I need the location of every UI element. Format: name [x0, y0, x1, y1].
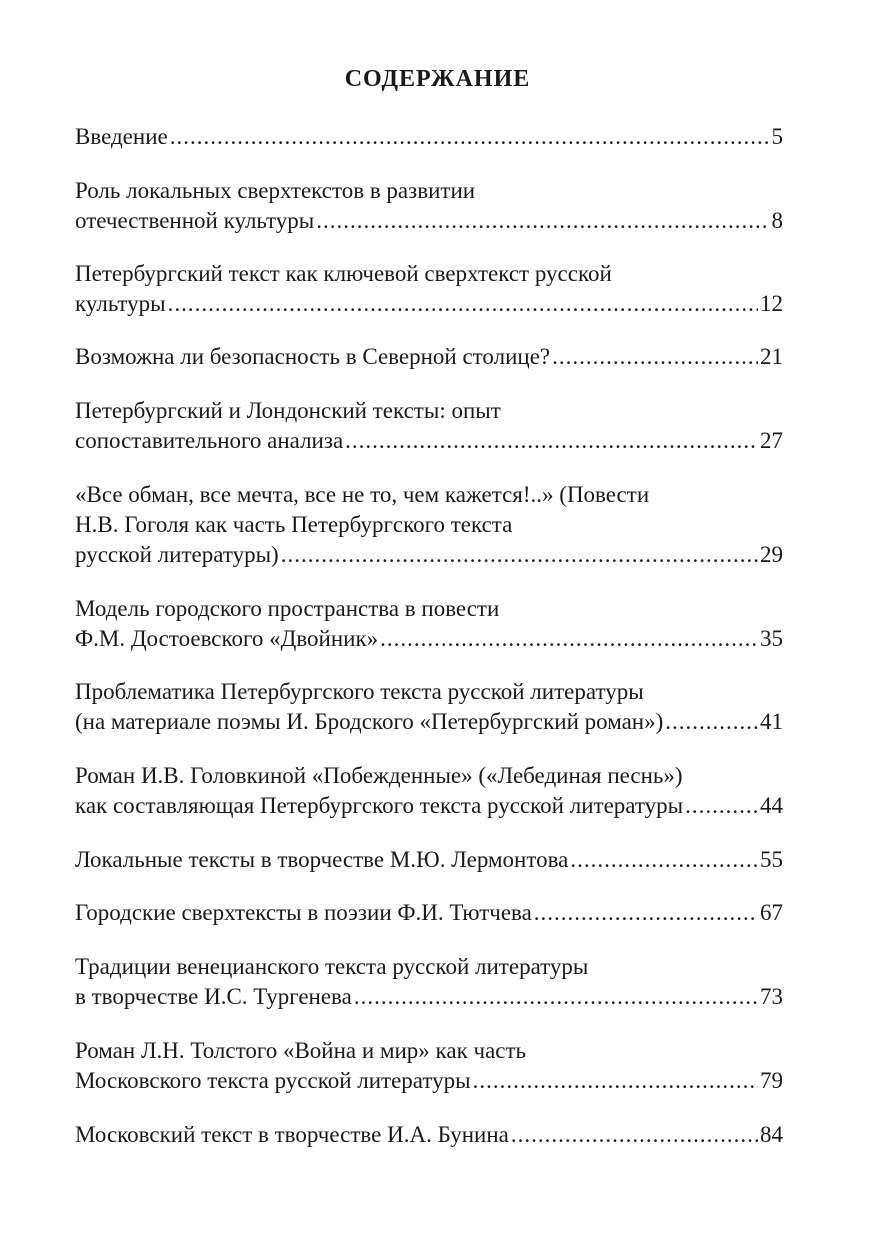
toc-entry-title: как составляющая Петербургского текста русской литературы — [75, 793, 684, 818]
toc-entry-title: Традиции венецианского текста русской литературы — [75, 954, 589, 979]
toc-entry[interactable] — [75, 1036, 783, 1096]
toc-page-number: 35 — [760, 626, 783, 651]
toc-entry-title: Городские сверхтексты в поэзии Ф.И. Тютчева — [75, 900, 532, 925]
toc-entry[interactable] — [75, 396, 783, 456]
toc-entry-title: Ф.М. Достоевского «Двойник» — [75, 626, 379, 651]
dot-leader — [534, 898, 758, 928]
toc-page-number: 8 — [771, 208, 783, 233]
toc-entry-title: сопоставительного анализа — [75, 428, 344, 453]
toc-page-number: 29 — [760, 542, 783, 567]
toc-entry[interactable] — [75, 176, 783, 236]
toc-page-number: 21 — [760, 344, 783, 369]
toc-entry[interactable] — [75, 761, 783, 821]
toc-entry-title: Проблематика Петербургского текста русской литературы — [75, 679, 644, 704]
toc-entry-title: Роман Л.Н. Толстого «Война и мир» как часть — [75, 1038, 527, 1063]
toc-entry-title: Роль локальных сверхтекстов в развитии — [75, 178, 476, 203]
toc-entry[interactable] — [75, 952, 783, 1012]
toc-page-number: 73 — [760, 984, 783, 1009]
toc-page-number: 27 — [760, 428, 783, 453]
toc-entry[interactable] — [75, 342, 783, 372]
toc-entry[interactable] — [75, 122, 783, 152]
dot-leader — [570, 845, 758, 875]
toc-entry-title: Московского текста русской литературы — [75, 1068, 471, 1093]
toc-entry-title: Роман И.В. Головкиной «Побежденные» («Лебединая песнь») — [75, 763, 683, 788]
dot-leader — [281, 540, 758, 570]
toc-entry[interactable] — [75, 594, 783, 654]
page-title: СОДЕРЖАНИЕ — [344, 66, 531, 92]
toc-entry[interactable] — [75, 898, 783, 928]
toc-page-number: 79 — [760, 1068, 783, 1093]
toc-entry[interactable] — [75, 845, 783, 875]
toc-entry-title: Н.В. Гоголя как часть Петербургского текста — [75, 512, 513, 537]
toc-entry-title: Локальные тексты в творчестве М.Ю. Лермонтова — [75, 847, 569, 872]
dot-leader — [685, 791, 758, 821]
dot-leader — [511, 1120, 758, 1150]
toc-page-number: 67 — [760, 900, 783, 925]
toc-entry-title: Петербургский и Лондонский тексты: опыт — [75, 398, 501, 423]
toc-entry[interactable] — [75, 677, 783, 737]
dot-leader — [354, 982, 758, 1012]
toc-page-number: 55 — [760, 847, 783, 872]
dot-leader — [380, 624, 758, 654]
toc-entry-title: отечественной культуры — [75, 208, 315, 233]
dot-leader — [170, 122, 770, 152]
dot-leader — [316, 206, 769, 236]
dot-leader — [345, 426, 758, 456]
dot-leader — [168, 289, 758, 319]
dot-leader — [665, 707, 758, 737]
dot-leader — [473, 1066, 758, 1096]
toc-entry-title: (на материале поэмы И. Бродского «Петербургский роман») — [75, 709, 664, 734]
toc-page-number: 44 — [760, 793, 783, 818]
toc-page-number: 84 — [760, 1122, 783, 1147]
toc-entry[interactable] — [75, 480, 783, 570]
toc-entry-title: русской литературы) — [75, 542, 279, 567]
toc-entry-title: Введение — [75, 124, 168, 149]
toc-page-number: 5 — [771, 124, 783, 149]
toc-entry[interactable] — [75, 259, 783, 319]
toc-page-number: 12 — [760, 291, 783, 316]
toc-entry-title: Возможна ли безопасность в Северной столице? — [75, 344, 551, 369]
toc-entry-title: в творчестве И.С. Тургенева — [75, 984, 352, 1009]
toc-page-number: 41 — [760, 709, 783, 734]
dot-leader — [552, 342, 758, 372]
toc-entry-title: культуры — [75, 291, 166, 316]
toc-entry[interactable] — [75, 1120, 783, 1150]
toc-entry-title: Петербургский текст как ключевой сверхтекст русской — [75, 261, 612, 286]
toc-entry-title: Модель городского пространства в повести — [75, 596, 500, 621]
toc-entry-title: «Все обман, все мечта, все не то, чем кажется!..» (Повести — [75, 482, 650, 507]
toc-entry-title: Московский текст в творчестве И.А. Бунина — [75, 1122, 509, 1147]
